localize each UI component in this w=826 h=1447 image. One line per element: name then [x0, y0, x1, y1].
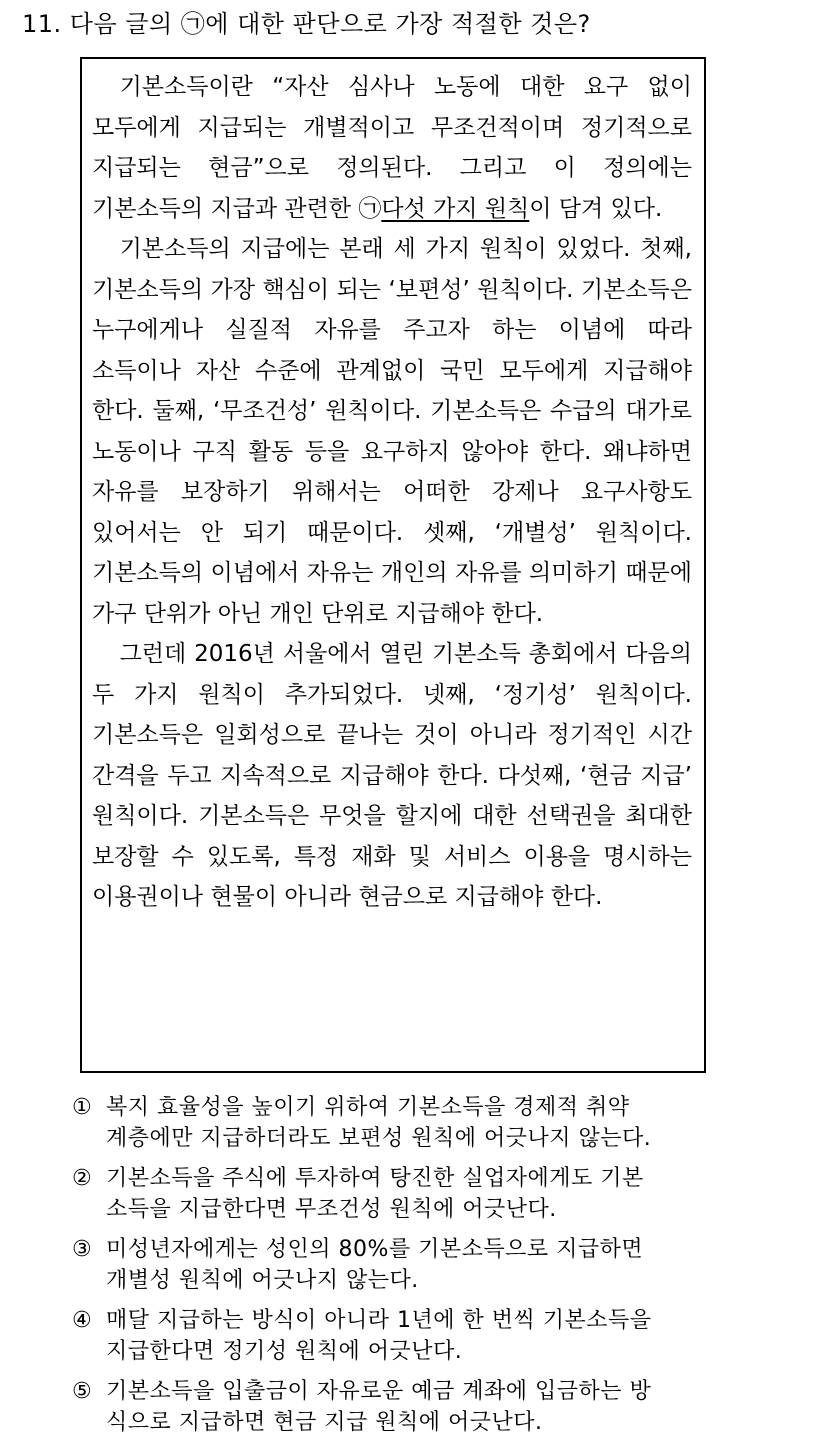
answer-choices — [72, 1092, 772, 1447]
passage-paragraph-3: 그런데 2016년 서울에서 열린 기본소득 총회에서 다음의 두 가지 원칙이 추가되었다. 넷째, ‘정기성’ 원칙이다. 기본소득은 일회성으로 끝나는 것이 아니라 정기적인 시간 간격을 두고 지속적으로 지급해야 한다. 다섯째, ‘현금 지급’ 원칙이다. 기본소득은 무엇을 할지에 대한 선택권을 최대한 보장할 수 있도록, 특정 재화 및 서비스 이용을 명시하는 이용권이나 현물이 아니라 현금으로 지급해야 한다. — [92, 641, 692, 910]
choice-number: ④ — [72, 1308, 93, 1333]
passage-paragraph-2: 기본소득의 지급에는 본래 세 가지 원칙이 있었다. 첫째, 기본소득의 가장 핵심이 되는 ‘보편성’ 원칙이다. 기본소득은 누구에게나 실질적 자유를 주고자 하는 이념에 따라 소득이나 자산 수준에 관계없이 국민 모두에게 지급해야 한다. 둘째, ‘무조건성’ 원칙이다. 기본소득은 수급의 대가로 노동이나 구직 활동 등을 요구하지 않아야 한다. 왜냐하면 자유를 보장하기 위해서는 어떠한 강제나 요구사항도 있어서는 안 되기 때문이다. 셋째, ‘개별성’ 원칙이다. 기본소득의 이념에서 자유는 개인의 자유를 의미하기 때문에 가구 단위가 아닌 개인 단위로 지급해야 한다. — [92, 236, 692, 627]
choice-4[interactable] — [72, 1305, 772, 1367]
passage-paragraph-1-text: 기본소득이란 “자산 심사나 노동에 대한 요구 없이 모두에게 지급되는 개별적이고 무조건적이며 정기적으로 지급되는 현금”으로 정의된다. 그리고 이 정의에는 기본소득의 지급과 관련한 ㉠ — [92, 74, 692, 222]
choice-text: 복지 효율성을 높이기 위하여 기본소득을 경제적 취약 계층에만 지급하더라도 보편성 원칙에 어긋나지 않는다. — [106, 1095, 652, 1151]
passage-paragraph-1-tail: 이 담겨 있다. — [529, 195, 663, 222]
choice-2[interactable] — [72, 1163, 772, 1225]
choice-number: ② — [72, 1166, 93, 1191]
passage-paragraph-1 — [92, 67, 692, 229]
choice-number: ⑤ — [72, 1379, 93, 1404]
choice-5[interactable] — [72, 1376, 772, 1438]
passage-box — [80, 57, 706, 1073]
choice-number: ③ — [72, 1237, 93, 1262]
choice-text: 매달 지급하는 방식이 아니라 1년에 한 번씩 기본소득을 지급한다면 정기성 원칙에 어긋난다. — [106, 1308, 652, 1364]
choice-text: 기본소득을 입출금이 자유로운 예금 계좌에 입금하는 방 식으로 지급하면 현금 지급 원칙에 어긋난다. — [106, 1379, 652, 1435]
underlined-target-phrase: 다섯 가지 원칙 — [381, 195, 530, 222]
choice-3[interactable] — [72, 1234, 772, 1296]
choice-number: ① — [72, 1095, 93, 1120]
choice-1[interactable] — [72, 1092, 772, 1154]
choice-text: 기본소득을 주식에 투자하여 탕진한 실업자에게도 기본 소득을 지급한다면 무조건성 원칙에 어긋난다. — [106, 1166, 644, 1222]
question-title: 11. 다음 글의 ㉠에 대한 판단으로 가장 적절한 것은? — [22, 10, 591, 38]
choice-text: 미성년자에게는 성인의 80%를 기본소득으로 지급하면 개별성 원칙에 어긋나지 않는다. — [106, 1237, 644, 1293]
